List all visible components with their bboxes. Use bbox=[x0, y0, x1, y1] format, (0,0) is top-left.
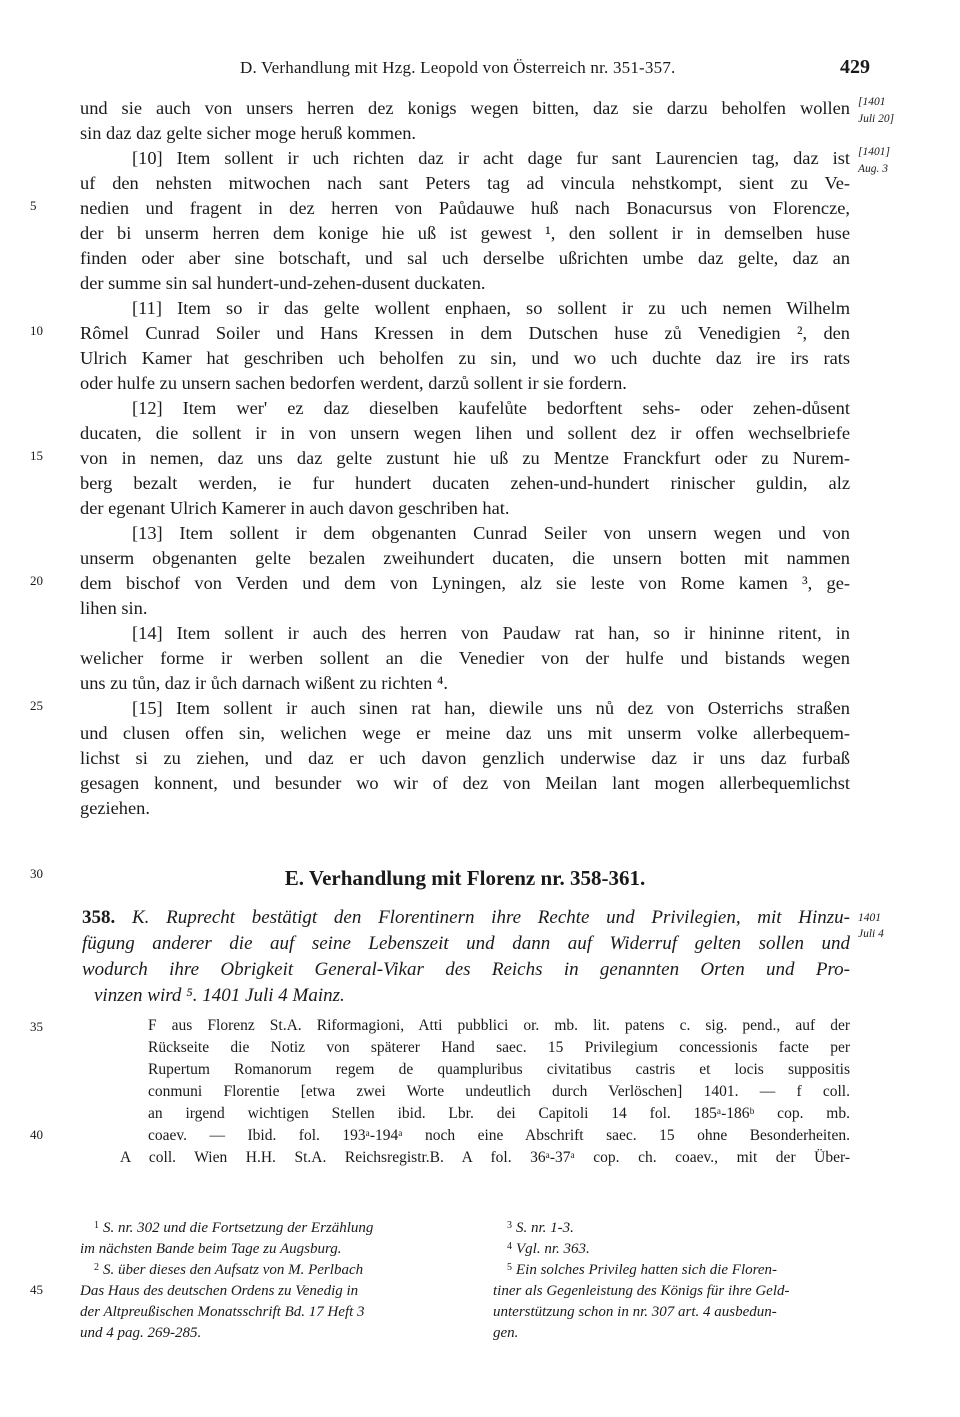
critical-apparatus bbox=[120, 1015, 850, 1169]
text-line: der summe sin sal hundert-und-zehen-dusent duckaten. bbox=[80, 273, 486, 293]
text-line: von in nemen, daz uns daz gelte zustunt hie uß zu Mentze Franckfurt oder zu Nurem- bbox=[80, 448, 850, 468]
text-line: [10] Item sollent ir uch richten daz ir acht dage fur sant Laurencien tag, daz ist bbox=[132, 148, 850, 168]
line-number-40: 40 bbox=[30, 1127, 43, 1142]
text-line: uf den nehsten mitwochen nach sant Peters tag ad vincula nehstkompt, sient zu Ve- bbox=[80, 173, 850, 193]
line-number-35: 35 bbox=[30, 1019, 43, 1034]
text-line: nedien und fragent in dez herren von Paůdauwe huß nach Bonacursus von Florencze, bbox=[80, 198, 850, 218]
apparatus-line: F aus Florenz St.A. Riformagioni, Atti pubblici or. mb. lit. patens c. sig. pend., auf der bbox=[148, 1017, 850, 1034]
margin-date: [1401 bbox=[858, 96, 886, 108]
footnote-mark: 3 bbox=[507, 1220, 512, 1231]
line-number: 10 bbox=[30, 323, 43, 338]
regest-line: wodurch ihre Obrigkeit General-Vikar des Reichs in genannten Orten und Pro- bbox=[82, 959, 850, 980]
text-line: [14] Item sollent ir auch des herren von Paudaw rat han, so ir hininne ritent, in bbox=[132, 623, 850, 643]
text-line: der bi unserm herren dem konige hie uß ist gewest ¹, den sollent ir in demselben huse bbox=[80, 223, 850, 243]
footnote-line bbox=[80, 1302, 460, 1323]
footnote-line bbox=[80, 1218, 460, 1239]
document-number: 358. bbox=[82, 907, 132, 928]
text-line: Ulrich Kamer hat geschriben uch beholfen zu sin, und wo uch duchte daz ire irs rats bbox=[80, 348, 850, 368]
footnote-text: S. nr. 1-3. bbox=[516, 1220, 574, 1236]
footnote-line bbox=[493, 1281, 853, 1302]
regest-line bbox=[82, 905, 850, 931]
line-number: 5 bbox=[30, 198, 37, 213]
footnote-mark: 2 bbox=[94, 1262, 99, 1273]
footnote-line bbox=[80, 1239, 460, 1260]
apparatus-line: an irgend wichtigen Stellen ibid. Lbr. dei Capitoli 14 fol. 185ᵃ-186ᵇ cop. mb. bbox=[148, 1105, 850, 1122]
line-number: 15 bbox=[30, 448, 43, 463]
footnote-text: Das Haus des deutschen Ordens zu Venedig in bbox=[80, 1283, 359, 1299]
section-title: E. Verhandlung mit Florenz nr. 358-361. bbox=[284, 866, 646, 890]
footnote-mark: 5 bbox=[507, 1262, 512, 1273]
text-line: lihen sin. bbox=[80, 598, 148, 618]
margin-date: [1401] bbox=[858, 146, 890, 158]
line-number: 25 bbox=[30, 698, 43, 713]
margin-date: Aug. 3 bbox=[858, 163, 889, 175]
footnote-line bbox=[493, 1239, 853, 1260]
text-line: welicher forme ir werben sollent an die Venedier von der hulfe und bistands wegen bbox=[80, 648, 850, 668]
apparatus-line: coaev. — Ibid. fol. 193ᵃ-194ᵃ noch eine Abschrift saec. 15 ohne Besonderheiten. bbox=[148, 1127, 850, 1144]
text-line: [13] Item sollent ir dem obgenanten Cunrad Seiler von unsern wegen und von bbox=[132, 523, 850, 543]
apparatus-line: A coll. Wien H.H. St.A. Reichsregistr.B. A fol. 36ᵃ-37ᵃ cop. ch. coaev., mit der Über- bbox=[120, 1149, 850, 1166]
apparatus-line: Rupertum Romanorum regem de quampluribus civitatibus castris et locis suppositis bbox=[148, 1061, 850, 1078]
text-line: lichst si zu ziehen, und daz er uch davon genzlich underwise daz ir uns daz furbaß bbox=[80, 748, 850, 768]
text-line: und clusen offen sin, welichen wege er meine daz uns mit unserm volke allerbequem- bbox=[80, 723, 850, 743]
text-line: der egenant Ulrich Kamerer in auch davon geschriben hat. bbox=[80, 498, 510, 518]
footnote-line bbox=[493, 1323, 853, 1344]
running-title: D. Verhandlung mit Hzg. Leopold von Österreich nr. 351-357. bbox=[240, 58, 676, 77]
regest-margin-date: Juli 4 bbox=[858, 928, 884, 940]
footnote-line bbox=[493, 1302, 853, 1323]
text-line: oder hulfe zu unsern sachen bedorfen werdent, darzů sollent ir sie fordern. bbox=[80, 373, 627, 393]
text-line: uns zu tůn, daz ir ůch darnach wißent zu richten ⁴. bbox=[80, 673, 448, 693]
footnote-text: und 4 pag. 269-285. bbox=[80, 1325, 202, 1341]
footnote-line bbox=[80, 1323, 460, 1344]
line-number: 20 bbox=[30, 573, 43, 588]
text-line: ducaten, die sollent ir in von unsern wegen lihen und sollent dez ir offen wechselbriefe bbox=[80, 423, 850, 443]
regest-line: vinzen wird ⁵. 1401 Juli 4 Mainz. bbox=[94, 985, 345, 1006]
page-header bbox=[80, 58, 870, 88]
text-line: sin daz daz gelte sicher moge heruß kommen. bbox=[80, 123, 417, 143]
text-line: Rômel Cunrad Soiler und Hans Kressen in dem Dutschen huse zů Venedigien ², den bbox=[80, 323, 850, 343]
text-line: geziehen. bbox=[80, 798, 150, 818]
footnote-mark: 4 bbox=[507, 1241, 512, 1252]
footnote-text: tiner als Gegenleistung des Königs für ihre Geld- bbox=[493, 1283, 790, 1299]
main-text bbox=[80, 96, 850, 821]
footnote-line bbox=[80, 1260, 460, 1281]
text-line: [15] Item sollent ir auch sinen rat han, diewile uns nů dez von Osterrichs straßen bbox=[132, 698, 850, 718]
regest bbox=[82, 905, 850, 1009]
regest-line: fügung anderer die auf seine Lebenszeit und dann auf Widerruf gelten sollen und bbox=[82, 933, 850, 954]
text-line: unserm obgenanten gelte bezalen zweihundert ducaten, die unsern botten mit nammen bbox=[80, 548, 850, 568]
apparatus-line: Rückseite die Notiz von späterer Hand saec. 15 Privilegium concessionis facte per bbox=[148, 1039, 850, 1056]
text-line: [11] Item so ir das gelte wollent enphaen, so sollent ir zu uch nemen Wilhelm bbox=[132, 298, 850, 318]
text-line: [12] Item wer' ez daz dieselben kaufelůte bedorftent sehs- oder zehen-důsent bbox=[132, 398, 850, 418]
footnote-text: Vgl. nr. 363. bbox=[516, 1241, 590, 1257]
footnote-line bbox=[80, 1281, 460, 1302]
footnote-text: im nächsten Bande beim Tage zu Augsburg. bbox=[80, 1241, 342, 1257]
footnote-text: gen. bbox=[493, 1325, 519, 1341]
apparatus-line: conmuni Florentie [etwa zwei Worte undeutlich durch Verlöschen] 1401. — f coll. bbox=[148, 1083, 850, 1100]
footnotes-right-column bbox=[493, 1218, 853, 1344]
text-line: dem bischof von Verden und dem von Lyningen, alz sie leste von Rome kamen ³, ge- bbox=[80, 573, 850, 593]
footnotes-left-column bbox=[80, 1218, 460, 1344]
regest-margin-year: 1401 bbox=[858, 912, 881, 924]
footnote-text: Ein solches Privileg hatten sich die Floren- bbox=[516, 1262, 778, 1278]
text-line: und sie auch von unsers herren dez konigs wegen bitten, daz sie darzu beholfen wollen bbox=[80, 98, 850, 118]
regest-text: K. Ruprecht bestätigt den Florentinern ihre Rechte und Privilegien, mit Hinzu- bbox=[131, 907, 850, 928]
text-line: gesagen konnent, und besunder wo wir of dez von Meilan lant mogen allerbequemlichst bbox=[80, 773, 850, 793]
footnote-mark: 1 bbox=[94, 1220, 99, 1231]
margin-date: Juli 20] bbox=[858, 113, 895, 125]
footnote-line bbox=[493, 1218, 853, 1239]
footnote-text: S. über dieses den Aufsatz von M. Perlbach bbox=[103, 1262, 364, 1278]
text-line: finden oder aber sine botschaft, und sal uch derselbe ußrichten umbe daz gelte, daz an bbox=[80, 248, 850, 268]
footnote-text: S. nr. 302 und die Fortsetzung der Erzählung bbox=[103, 1220, 374, 1236]
footnote-line bbox=[493, 1260, 853, 1281]
footnote-text: der Altpreußischen Monatsschrift Bd. 17 Heft 3 bbox=[80, 1304, 365, 1320]
line-number-section: 30 bbox=[30, 866, 43, 881]
footnote-text: unterstützung schon in nr. 307 art. 4 ausbedun- bbox=[493, 1304, 777, 1320]
page-number: 429 bbox=[840, 56, 870, 78]
line-number-45: 45 bbox=[30, 1282, 43, 1297]
text-line: berg bezalt werden, ie fur hundert ducaten zehen-und-hundert rinischer guldin, alz bbox=[80, 473, 850, 493]
